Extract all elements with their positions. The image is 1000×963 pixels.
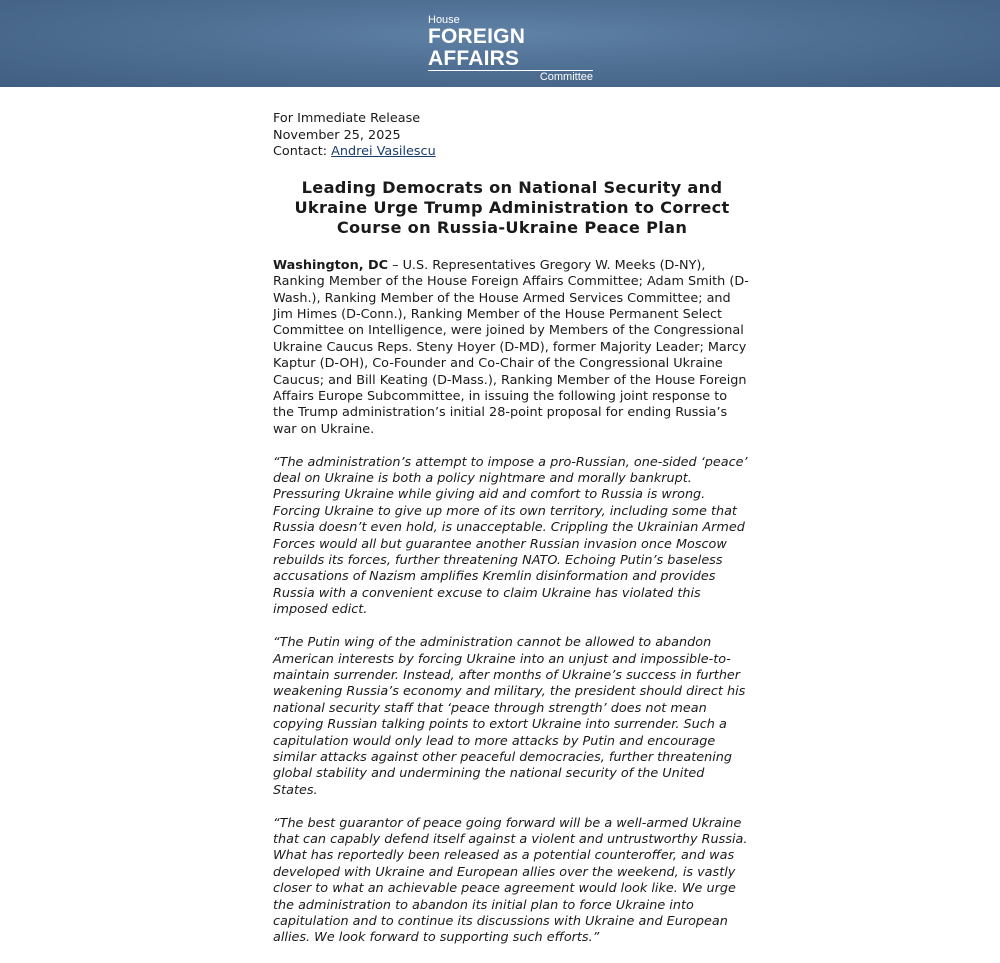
quote-paragraph: “The Putin wing of the administration cannot be allowed to abandon American interests by forcing Ukraine into an unjust and impossible-to-maintain surrender. Instead, after months of Ukraine’s success in further weakening Russia’s economy and military, the president should direct his national security staff that ‘peace through strength’ does not mean copying Russian talking points to extort Ukraine into surrender. Such a capitulation would only lead to more attacks by Putin and encourage similar attacks against other peaceful democracies, further threatening global stability and undermining the national security of the United States. [273,635,746,798]
quote-paragraph: “The best guarantor of peace going forward will be a well-armed Ukraine that can capably defend itself against a violent and untrustworthy Russia. What has reportedly been released as a potential counteroffer, and was developed with Ukraine and European allies over the weekend, is vastly closer to what an achievable peace agreement would look like. We urge the administration to abandon its initial plan to force Ukraine into capitulation and to continue its discussions with Ukraine and European allies. We look forward to supporting such efforts.” [273,815,748,946]
release-status: For Immediate Release [273,111,421,126]
dateline: Washington, DC [273,257,389,273]
committee-logo[interactable] [428,14,593,93]
page-title: Leading Democrats on National Security and Ukraine Urge Trump Administration to Correct Course on Russia-Ukraine Peace Plan [294,177,730,237]
logo-house: House [428,14,460,26]
logo-committee: Committee [539,71,593,83]
contact-label: Contact: [273,144,332,160]
quote-paragraph: “The administration’s attempt to impose a pro-Russian, one-sided ‘peace’ deal on Ukraine is both a policy nightmare and morally bankrupt. Pressuring Ukraine while giving aid and comfort to Russia is wrong. Forcing Ukraine to give up more of its own territory, including some that Russia doesn’t even hold, is unacceptable. Crippling the Ukrainian Armed Forces would all but guarantee another Russian invasion once Moscow rebuilds its forces, further threatening NATO. Echoing Putin’s baseless accusations of Nazism amplifies Kremlin disinformation and provides Russia with a convenient excuse to claim Ukraine has violated this imposed edict. [273,454,748,618]
intro-paragraph [273,258,751,438]
contact-line [273,144,751,161]
logo-main: FOREIGN AFFAIRS [428,26,593,71]
contact-link[interactable]: Andrei Vasilescu [331,144,436,160]
release-date: November 25, 2025 [273,127,401,143]
logo-member: Ranking Member Gregory W. Meeks [428,87,517,93]
header-banner [0,0,1000,93]
intro-text: – U.S. Representatives Gregory W. Meeks (D-NY), Ranking Member of the House Foreign Affairs Committee; Adam Smith (D-Wash.), Ranking Member of the House Armed Services Committee; and Jim Himes (D-Conn.), Ranking Member of the House Permanent Select Committee on Intelligence, were joined by Members of the Congressional Ukraine Caucus Reps. Steny Hoyer (D-MD), former Majority Leader; Marcy Kaptur (D-OH), Co-Founder and Co-Chair of the Congressional Ukraine Caucus; and Bill Keating (D-Mass.), Ranking Member of the House Foreign Affairs Europe Subcommittee, in issuing the following joint response to the Trump administration’s initial 28-point proposal for ending Russia’s war on Ukraine. [273,257,749,437]
release-meta [273,111,751,161]
press-release [273,111,751,963]
